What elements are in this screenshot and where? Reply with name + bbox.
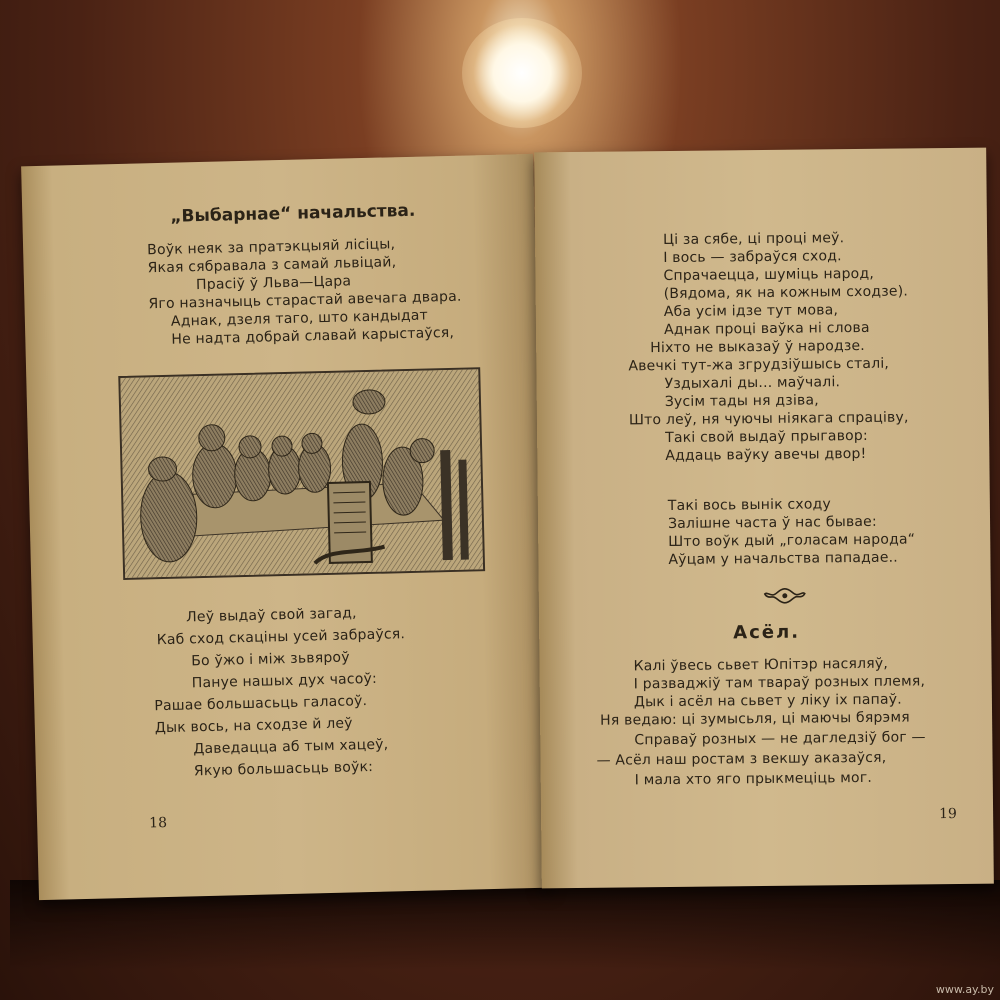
poem-line: Такі вось вынік сходу xyxy=(667,496,832,515)
poem-line: Аддаць ваўку авечы двор! xyxy=(665,445,867,465)
poem-line: І мала хто яго прыкмеціць мог. xyxy=(634,769,873,789)
illustration-animals-meeting xyxy=(118,367,485,580)
poem-line: Дык і асёл на сьвет у ліку іх папаў. xyxy=(633,691,902,711)
ornament-icon xyxy=(763,586,807,606)
poem-line: Не надта добрай славай карыстаўся, xyxy=(171,324,455,348)
poem-line: Каб сход скаціны усей забраўся. xyxy=(156,626,406,649)
right-page xyxy=(534,148,994,889)
poem-line: Пануе нашых дух часоў: xyxy=(191,670,378,692)
poem-line: Аднак, дзеля таго, што кандыдат xyxy=(170,307,429,330)
engraving-image xyxy=(120,369,483,578)
poem-line: І разваджіў там твараў розных племя, xyxy=(633,673,926,693)
poem-line: Залішне часта ў нас бывае: xyxy=(667,513,877,533)
poem-line: Ці за сябе, ці проці меў. xyxy=(663,230,845,249)
poem-line: Ніхто не выказаў ў народзе. xyxy=(650,337,865,357)
poem-title: „Выбарнае“ начальства. xyxy=(170,200,416,227)
poem-line: Уздыхалі ды... маўчалі. xyxy=(664,374,841,393)
poem-line: Зусім тады ня дзіва, xyxy=(664,392,819,411)
poem-line: Якая сябравала з самай львіцай, xyxy=(147,254,397,277)
poem-line: Якую большасьць воўк: xyxy=(193,758,374,780)
poem-line: — Асёл наш ростам з векшу аказаўся, xyxy=(596,749,887,769)
left-page xyxy=(21,154,551,900)
poem-line: Аба усім ідзе тут мова, xyxy=(663,302,839,321)
poem-line: Аднак проці ваўка ні слова xyxy=(663,319,870,339)
poem-line: Ня ведаю: ці зумысьля, ці маючы бярэмя xyxy=(600,709,910,729)
poem-line: Справаў розных — не дагледзіў бог — xyxy=(634,729,926,749)
page-number: 18 xyxy=(149,814,168,832)
poem-line: Авечкі тут-жа згрудзіўшысь сталі, xyxy=(628,355,890,375)
poem-line: Бо ўжо і між зьвяроў xyxy=(191,649,350,670)
poem-line: Рашае большасьць галасоў. xyxy=(154,693,368,715)
poem-line: Спрачаецца, шуміць народ, xyxy=(663,265,875,285)
poem-line: Воўк неяк за пратэкцыяй лісіцы, xyxy=(147,236,396,259)
watermark: www.ay.by xyxy=(935,983,994,996)
page-number: 19 xyxy=(939,805,958,823)
poem-title-2: Асёл. xyxy=(733,621,801,644)
poem-line: Калі ўвесь сьвет Юпітэр насяляў, xyxy=(633,655,889,675)
poem-line: Даведацца аб тым хацеў, xyxy=(193,736,389,758)
poem-line: Аўцам у начальства пападае.. xyxy=(668,549,898,569)
lamp-glare xyxy=(462,18,582,128)
poem-line: Яго назначыць старастай авечага двара. xyxy=(148,288,462,313)
poem-line: Леў выдаў свой загад, xyxy=(185,605,357,626)
poem-line: Такі свой выдаў прыгавор: xyxy=(665,427,868,447)
poem-line: І вось — забраўся сход. xyxy=(663,248,842,267)
poem-line: Што воўк дый „голасам народа“ xyxy=(668,531,916,551)
poem-line: Прасіў ў Льва—Цара xyxy=(195,273,352,294)
poem-line: Дык вось, на сходзе й леў xyxy=(154,715,353,737)
poem-line: Што леў, ня чуючы ніякага спраціву, xyxy=(628,409,909,429)
poem-line: (Вядома, як на кожным сходзе). xyxy=(663,283,909,303)
